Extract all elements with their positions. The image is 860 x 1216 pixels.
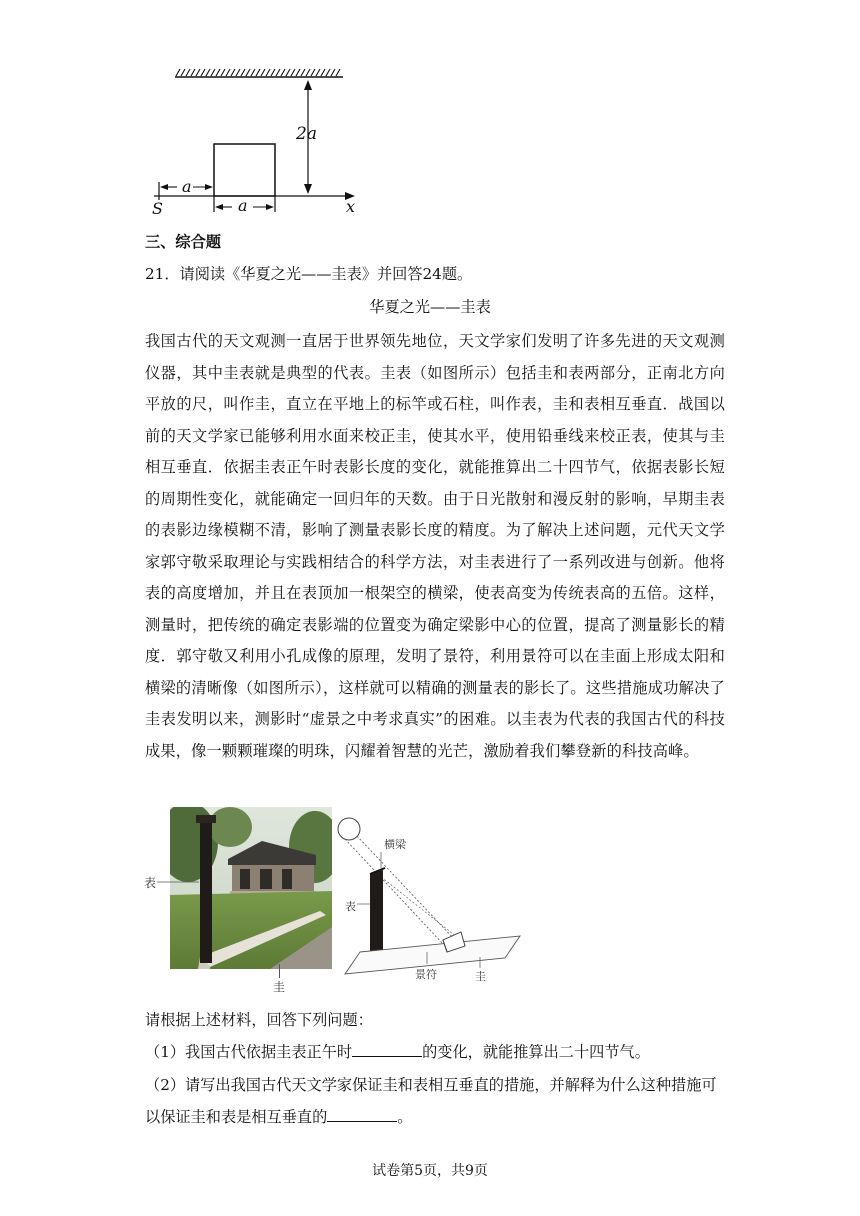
diagram-label-hengliang: 横梁 bbox=[384, 838, 406, 851]
question-1-prefix: （1）我国古代依据圭表正午时 bbox=[145, 1043, 353, 1061]
questions-prompt: 请根据上述材料，回答下列问题： bbox=[145, 1011, 373, 1029]
light-source-figure bbox=[140, 60, 380, 220]
label-a-bottom: a bbox=[238, 196, 248, 215]
jingfu-diagram bbox=[335, 812, 530, 982]
question-21-intro: 21．请阅读《华夏之光——圭表》并回答24题。 bbox=[145, 265, 473, 283]
label-x: x bbox=[346, 197, 356, 216]
answer-blank-2[interactable] bbox=[327, 1107, 397, 1122]
label-a-left: a bbox=[182, 177, 192, 196]
label-S: S bbox=[152, 199, 163, 218]
question-2-line1: （2）请写出我国古代天文学家保证圭和表相互垂直的措施，并解释为什么这种措施可 bbox=[145, 1076, 717, 1094]
section-title: 三、综合题 bbox=[145, 233, 221, 251]
answer-blank-1[interactable] bbox=[352, 1042, 422, 1057]
photo-label-biao: 表 bbox=[144, 876, 157, 890]
question-1 bbox=[145, 1041, 650, 1062]
diagram-label-jingfu: 景符 bbox=[415, 968, 437, 981]
diagram-label-gui: 圭 bbox=[475, 970, 486, 983]
photo-label-gui: 圭 bbox=[273, 980, 286, 994]
label-2a: 2a bbox=[296, 124, 317, 144]
question-2-prefix: 以保证圭和表是相互垂直的 bbox=[145, 1108, 328, 1126]
photo-leader-lines bbox=[155, 880, 215, 990]
question-2-line2 bbox=[145, 1106, 412, 1127]
article-title: 华夏之光——圭表 bbox=[369, 298, 491, 316]
article-body: 我国古代的天文观测一直居于世界领先地位，天文学家们发明了许多先进的天文观测仪器，其中圭表就是典型的代表。圭表（如图所示）包括圭和表两部分，正南北方向平放的尺，叫作圭，直立在平地上的标竿或石柱，叫作表，圭和表相互垂直．战国以前的天文学家已能够利用水面来校正圭，使其水平，使用铅垂线来校正表，使其与圭相互垂直．依据圭表正午时表影长度的变化，就能推算出二十四节气，依据表影长短的周期性变化，就能确定一回归年的天数。由于日光散射和漫反射的影响，早期圭表的表影边缘模糊不清，影响了测量表影长度的精度。为了解决上述问题，元代天文学家郭守敬采取理论与实践相结合的科学方法，对圭表进行了一系列改进与创新。他将表的高度增加，并且在表顶加一根架空的横梁，使表高变为传统表高的五倍。这样，测量时，把传统的确定表影端的位置变为确定梁影中心的位置，提高了测量影长的精度．郭守敬又利用小孔成像的原理，发明了景符，利用景符可以在圭面上形成太阳和横梁的清晰像（如图所示），这样就可以精确的测量表的影长了。这些措施成功解决了圭表发明以来，测影时“虚景之中考求真实”的困难。以圭表为代表的我国古代的科技成果，像一颗颗璀璨的明珠，闪耀着智慧的光芒，激励着我们攀登新的科技高峰。 bbox=[145, 332, 725, 760]
page-footer: 试卷第5页，共9页 bbox=[372, 1163, 488, 1179]
question-1-suffix: 的变化，就能推算出二十四节气。 bbox=[422, 1043, 650, 1061]
question-2-suffix: 。 bbox=[397, 1108, 413, 1126]
photo-gui-leader bbox=[279, 964, 280, 978]
diagram-label-biao: 表 bbox=[345, 900, 356, 913]
